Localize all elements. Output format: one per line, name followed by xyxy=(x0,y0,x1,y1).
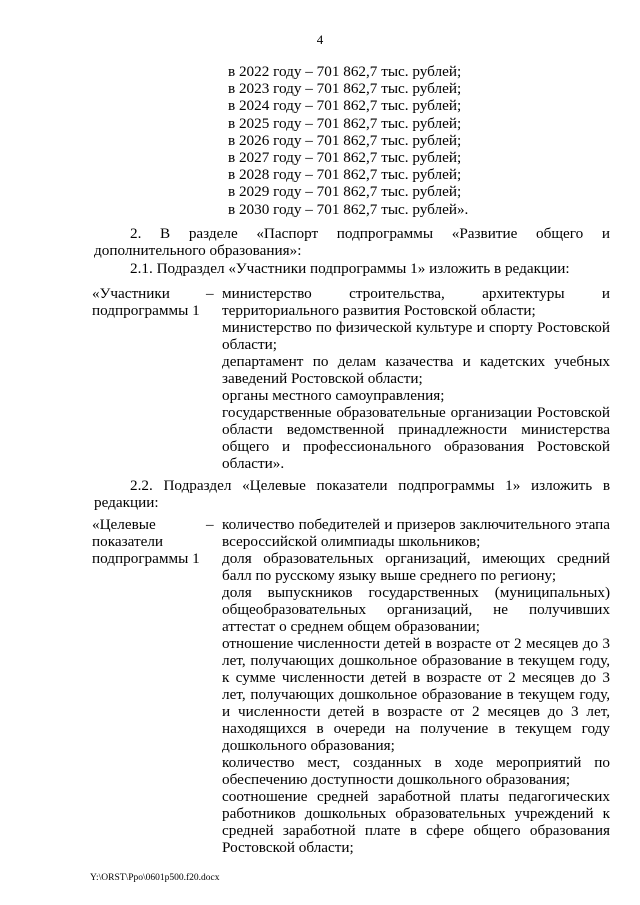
funding-line: в 2023 году – 701 862,7 тыс. рублей; xyxy=(228,80,462,98)
subsection-2-1: 2.1. Подраздел «Участники подпрограммы 1» изложить в редакции: xyxy=(130,260,570,277)
funding-line: в 2029 году – 701 862,7 тыс. рублей; xyxy=(228,183,462,201)
participant-item: государственные образовательные организации Ростовской области ведомственной принадлежности министерства общего и профессионального образования Ростовской области». xyxy=(222,404,610,472)
funding-line: в 2022 году – 701 862,7 тыс. рублей; xyxy=(228,63,462,80)
funding-line: в 2030 году – 701 862,7 тыс. рублей». xyxy=(228,200,469,218)
indicator-item: доля образовательных организаций, имеющих средний балл по русскому языку выше среднего по региону; xyxy=(222,550,610,584)
participant-item: органы местного самоуправления; xyxy=(222,387,445,404)
indicators-list xyxy=(222,516,610,856)
indicator-item: количество мест, созданных в ходе мероприятий по обеспечению доступности дошкольного образования; xyxy=(222,754,610,788)
participants-dash: – xyxy=(206,285,214,302)
funding-line: в 2024 году – 701 862,7 тыс. рублей; xyxy=(228,97,462,115)
participant-item: департамент по делам казачества и кадетских учебных заведений Ростовской области; xyxy=(222,353,610,387)
indicator-item: отношение численности детей в возрасте от 2 месяцев до 3 лет, получающих дошкольное образование в текущем году, к сумме численности детей в возрасте от 2 месяцев до 3 лет, получающих дошкольное образование в текущем году, и численности детей в возрасте от 2 месяцев до 3 лет, находящихся в очереди на получение в текущем году дошкольного образования; xyxy=(222,635,610,754)
section-2-heading: 2. В разделе «Паспорт подпрограммы «Развитие общего и дополнительного образования»: xyxy=(94,225,610,259)
funding-line: в 2026 году – 701 862,7 тыс. рублей; xyxy=(228,131,462,149)
subsection-2-2: 2.2. Подраздел «Целевые показатели подпрограммы 1» изложить в редакции: xyxy=(94,477,610,511)
funding-line: в 2028 году – 701 862,7 тыс. рублей; xyxy=(228,166,462,184)
participants-label: «Участники подпрограммы 1 xyxy=(92,285,200,319)
participant-item: министерство по физической культуре и спорту Ростовской области; xyxy=(222,319,610,353)
indicators-label: «Целевые показатели подпрограммы 1 xyxy=(92,516,200,567)
indicators-dash: – xyxy=(206,516,214,533)
funding-line: в 2025 году – 701 862,7 тыс. рублей; xyxy=(228,114,462,132)
indicator-item: соотношение средней заработной платы педагогических работников дошкольных образовательных учреждений к средней заработной плате в сфере общего образования Ростовской области; xyxy=(222,788,610,856)
footer-file-path: Y:\ORST\Ppo\0601p500.f20.docx xyxy=(90,873,220,883)
page-number: 4 xyxy=(316,32,324,47)
indicator-item: количество победителей и призеров заключительного этапа всероссийской олимпиады школьников; xyxy=(222,516,610,550)
funding-by-year-list xyxy=(228,63,468,218)
participants-list xyxy=(222,285,610,472)
participant-item: министерство строительства, архитектуры и территориального развития Ростовской области; xyxy=(222,285,610,319)
funding-line: в 2027 году – 701 862,7 тыс. рублей; xyxy=(228,148,462,166)
indicator-item: доля выпускников государственных (муниципальных) общеобразовательных организаций, не получивших аттестат о среднем общем образовании; xyxy=(222,584,610,635)
